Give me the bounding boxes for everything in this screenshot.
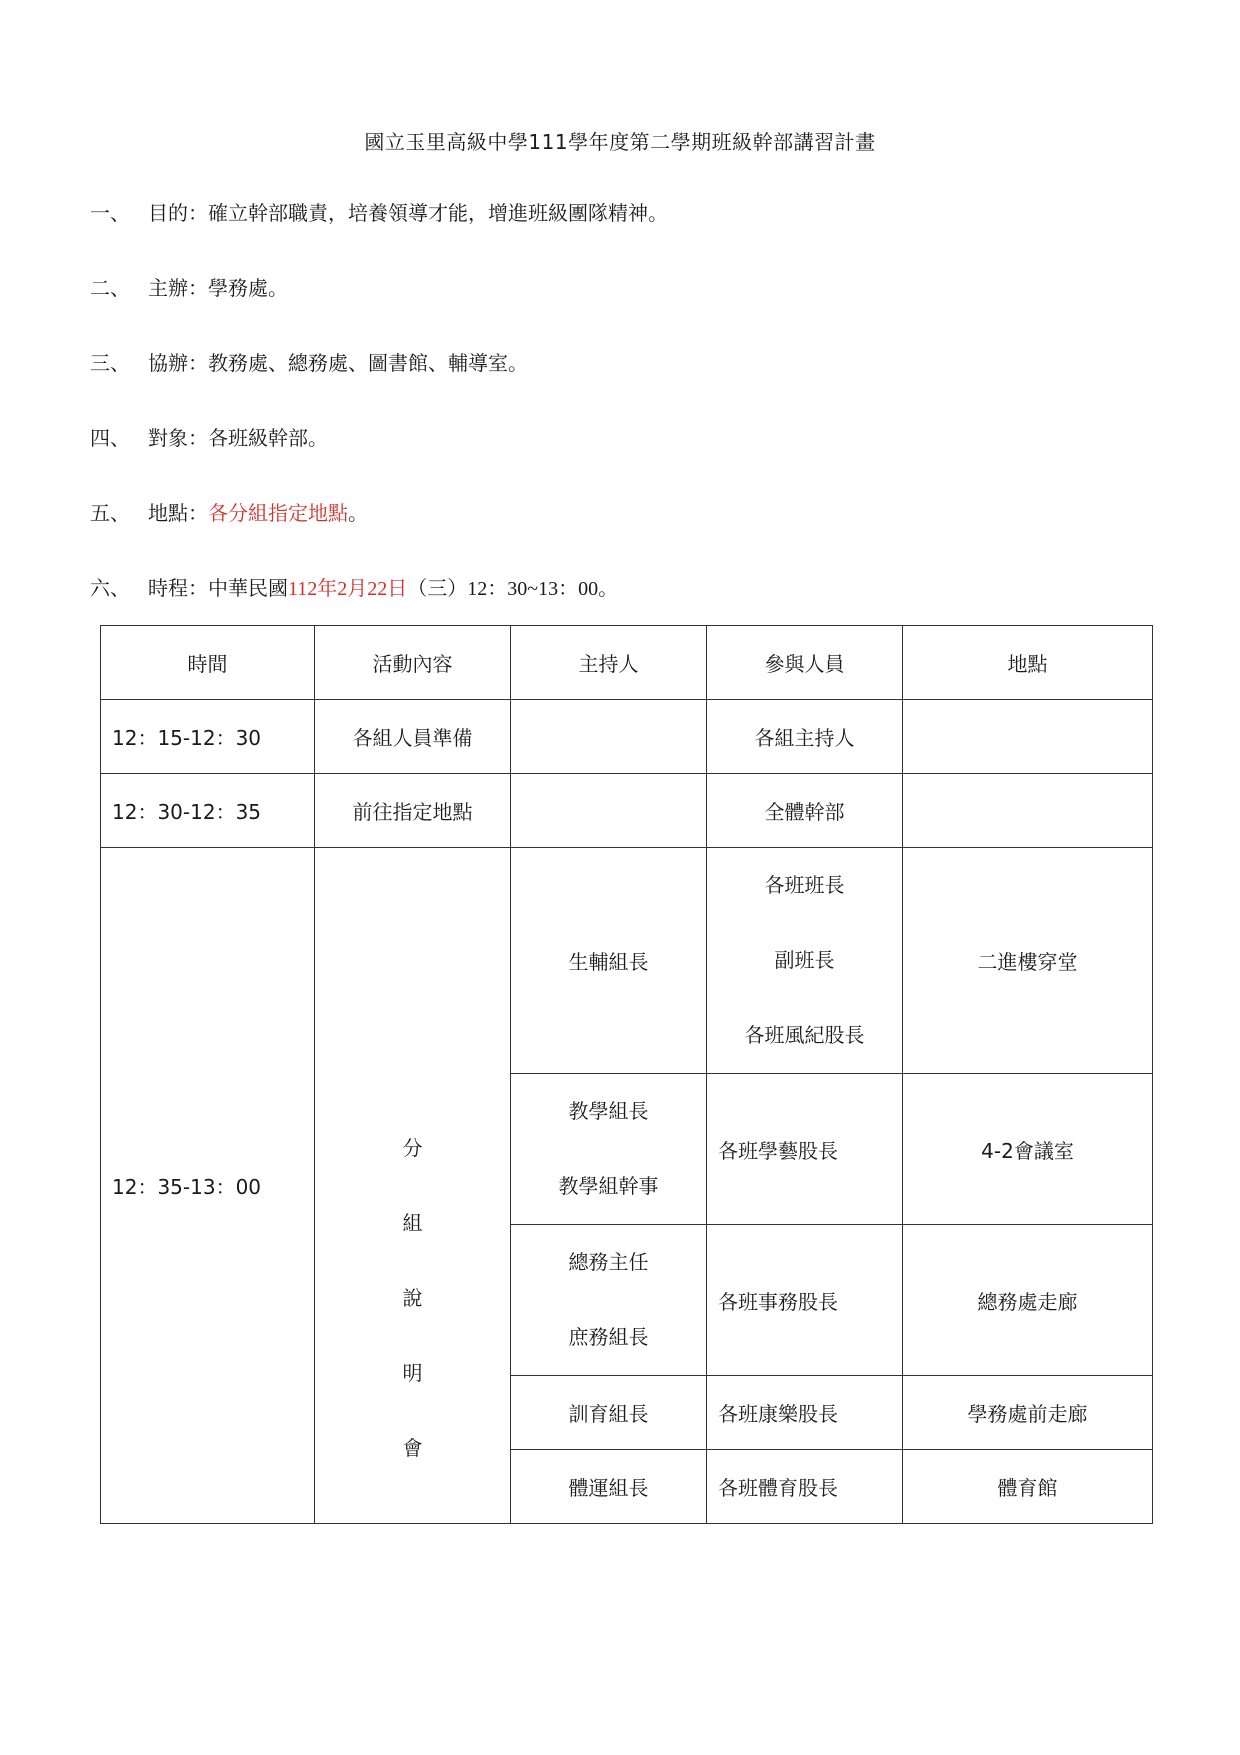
host: 教學組幹事 (558, 1174, 659, 1198)
cell-host (511, 1225, 707, 1376)
item-text: 教務處、總務處、圖書館、輔導室。 (208, 351, 528, 375)
cell-participants: 各組主持人 (707, 700, 903, 774)
cell-session-time: 12：35-13：00 (101, 848, 315, 1524)
cell-participants (707, 848, 903, 1074)
item-highlight: 各分組指定地點 (208, 501, 348, 525)
cell-host: 生輔組長 (511, 848, 707, 1074)
item-label: 地點： (148, 501, 208, 525)
item-purpose (90, 198, 668, 228)
cell-location: 學務處前走廊 (903, 1376, 1153, 1450)
item-time: 12：30~13：00 (467, 578, 599, 600)
item-co-organizer (90, 348, 528, 378)
activity-char: 明 (402, 1360, 423, 1385)
cell-location: 4-2會議室 (903, 1074, 1153, 1225)
cell-host: 體運組長 (511, 1450, 707, 1524)
item-text: 。 (348, 501, 368, 525)
table-row (101, 774, 1153, 848)
item-label: 對象： (148, 426, 208, 450)
cell-activity: 前往指定地點 (315, 774, 511, 848)
item-suffix: 。 (598, 576, 619, 600)
cell-host (511, 1074, 707, 1225)
cell-location: 體育館 (903, 1450, 1153, 1524)
cell-host: 訓育組長 (511, 1376, 707, 1450)
participant: 各班班長 (764, 873, 845, 897)
header-host: 主持人 (511, 626, 707, 700)
host: 教學組長 (568, 1099, 649, 1123)
cell-location (903, 700, 1153, 774)
item-number: 二、 (90, 276, 130, 300)
cell-location (903, 774, 1153, 848)
item-number: 四、 (90, 426, 130, 450)
cell-time: 12：30-12：35 (101, 774, 315, 848)
item-label: 時程： (148, 576, 208, 600)
item-schedule (90, 573, 618, 603)
item-text: 各班級幹部。 (208, 426, 328, 450)
item-organizer (90, 273, 288, 303)
activity-char: 分 (402, 1135, 423, 1160)
cell-host (511, 700, 707, 774)
item-location (90, 498, 368, 528)
cell-host (511, 774, 707, 848)
cell-participants: 各班學藝股長 (707, 1074, 903, 1225)
item-audience (90, 423, 328, 453)
table-header-row (101, 626, 1153, 700)
activity-char: 組 (402, 1210, 423, 1235)
document-title: 國立玉里高級中學111學年度第二學期班級幹部講習計畫 (364, 130, 876, 154)
item-number: 六、 (90, 576, 130, 600)
header-location: 地點 (903, 626, 1153, 700)
host: 庶務組長 (568, 1325, 649, 1349)
schedule-table (100, 625, 1153, 1524)
cell-participants: 各班體育股長 (707, 1450, 903, 1524)
item-number: 一、 (90, 201, 130, 225)
host: 總務主任 (568, 1250, 649, 1274)
cell-participants: 各班康樂股長 (707, 1376, 903, 1450)
cell-participants: 各班事務股長 (707, 1225, 903, 1376)
item-prefix: 中華民國 (208, 576, 288, 600)
table-row (101, 848, 1153, 1074)
item-weekday: （三） (407, 576, 468, 600)
item-number: 五、 (90, 501, 130, 525)
item-number: 三、 (90, 351, 130, 375)
cell-participants: 全體幹部 (707, 774, 903, 848)
item-text: 學務處。 (208, 276, 288, 300)
item-label: 主辦： (148, 276, 208, 300)
table-row (101, 700, 1153, 774)
header-time: 時間 (101, 626, 315, 700)
header-participants: 參與人員 (707, 626, 903, 700)
item-label: 協辦： (148, 351, 208, 375)
header-activity: 活動內容 (315, 626, 511, 700)
participant: 各班風紀股長 (744, 1023, 865, 1047)
cell-activity: 各組人員準備 (315, 700, 511, 774)
cell-time: 12：15-12：30 (101, 700, 315, 774)
cell-location: 二進樓穿堂 (903, 848, 1153, 1074)
item-label: 目的： (148, 201, 208, 225)
activity-char: 會 (402, 1435, 423, 1460)
item-text: 確立幹部職責，培養領導才能，增進班級團隊精神。 (208, 201, 668, 225)
participant: 副班長 (774, 948, 835, 972)
cell-location: 總務處走廊 (903, 1225, 1153, 1376)
item-date: 112年2月22日 (288, 578, 408, 600)
cell-session-activity (315, 848, 511, 1524)
activity-char: 說 (402, 1285, 423, 1310)
